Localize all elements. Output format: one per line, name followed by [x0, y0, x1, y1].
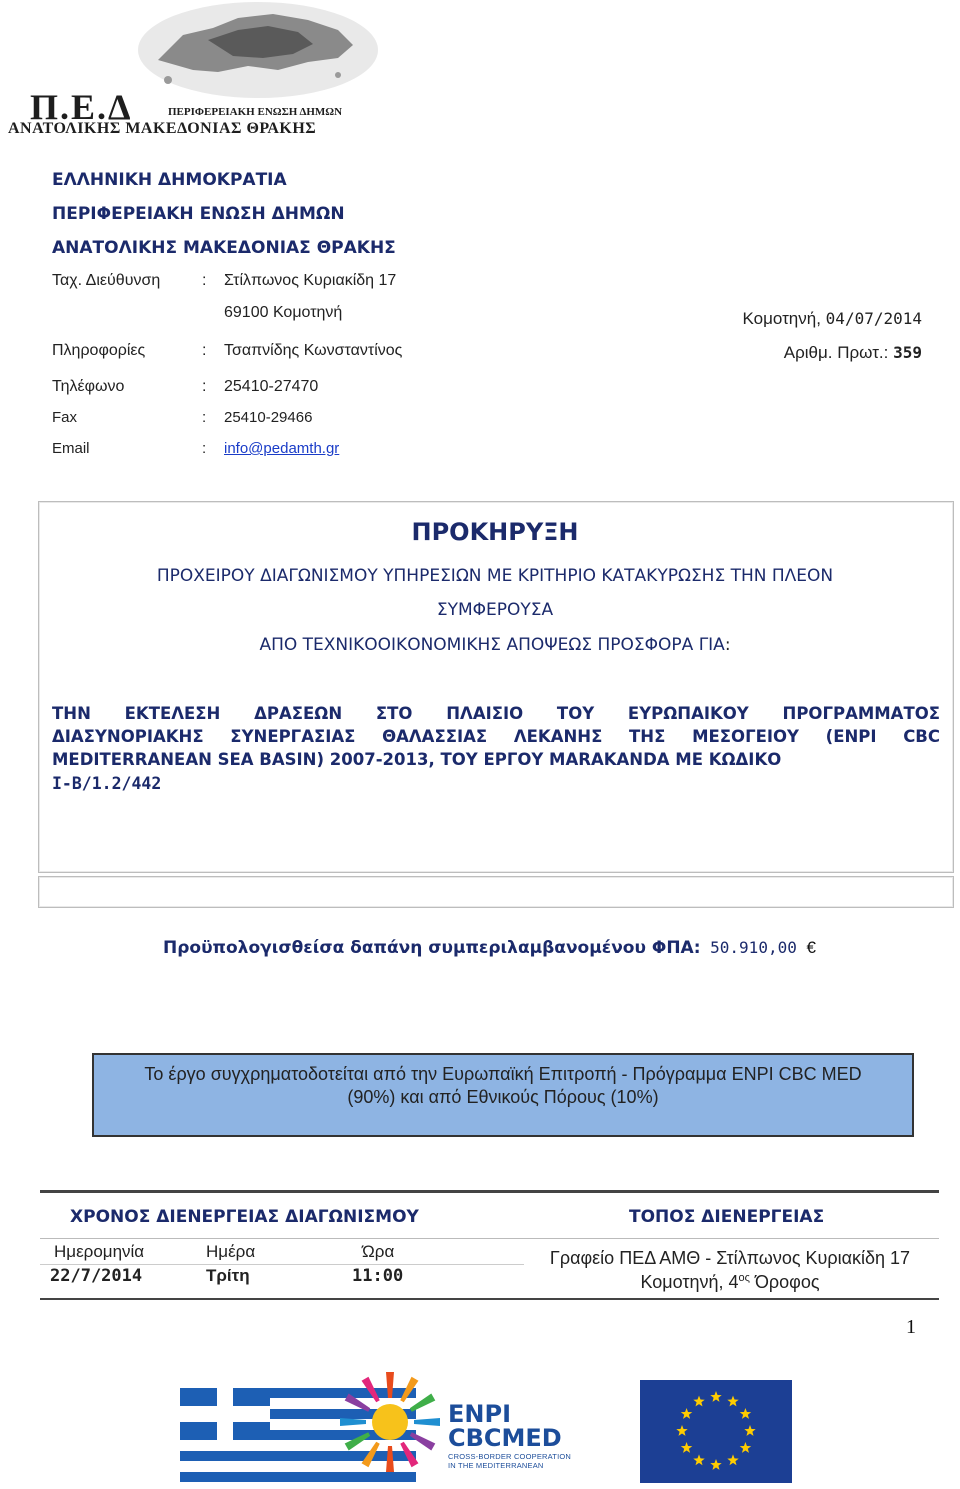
funding-line2: (90%) και από Εθνικούς Πόρους (10%)	[347, 1087, 659, 1107]
schedule-date-value: 22/7/2014	[50, 1266, 143, 1286]
fax-value: 25410-29466	[224, 409, 313, 426]
eu-star-icon	[740, 1408, 752, 1419]
eu-star-icon	[744, 1425, 755, 1436]
enpi-cbcmed-logo	[446, 1400, 606, 1472]
logo-brand-line2: ΑΝΑΤΟΛΙΚΗΣ ΜΑΚΕΔΟΝΙΑΣ ΘΡΑΚΗΣ	[8, 120, 317, 137]
enpi-word: ENPI	[448, 1400, 511, 1428]
protocol-prefix: Αριθμ. Πρωτ.:	[783, 343, 894, 362]
email-label: Email	[52, 440, 90, 457]
enpi-tagline1: CROSS-BORDER COOPERATION	[448, 1452, 572, 1461]
column-time-header: Ώρα	[362, 1242, 395, 1261]
colon: :	[202, 440, 207, 457]
phone-label: Τηλέφωνο	[52, 378, 125, 395]
logo-brand-short: Π.Ε.Δ	[30, 87, 133, 127]
place-date-prefix: Κομοτηνή,	[742, 309, 826, 328]
eu-star-icon	[693, 1454, 704, 1465]
info-value: Τσαπνίδης Κωνσταντίνος	[224, 342, 403, 359]
schedule-top-rule	[40, 1190, 939, 1193]
place-line2-sup: ος	[738, 1272, 750, 1284]
header-region: ΑΝΑΤΟΛΙΚΗΣ ΜΑΚΕΔΟΝΙΑΣ ΘΡΑΚΗΣ	[52, 238, 396, 258]
notice-body-line3	[52, 750, 781, 769]
colon: :	[202, 342, 207, 359]
schedule-bottom-rule	[40, 1298, 939, 1300]
protocol-value: 359	[893, 343, 922, 362]
budget-line	[163, 937, 816, 958]
schedule-place-header: ΤΟΠΟΣ ΔΙΕΝΕΡΓΕΙΑΣ	[629, 1207, 825, 1227]
header-country: ΕΛΛΗΝΙΚΗ ΔΗΜΟΚΡΑΤΙΑ	[52, 170, 287, 190]
column-day-header: Ημέρα	[206, 1242, 256, 1261]
notice-body-line2: ΔΙΑΣΥΝΟΡΙΑΚΗΣ ΣΥΝΕΡΓΑΣΙΑΣ ΘΑΛΑΣΣΙΑΣ ΛΕΚΑΝΗΣ ΤΗΣ ΜΕΣΟΓΕΙΟΥ (ENPI CBC	[52, 727, 940, 746]
notice-box	[38, 501, 954, 873]
page-number: 1	[906, 1316, 916, 1338]
notice-subtitle-line2: ΣΥΜΦΕΡΟΥΣΑ	[436, 600, 554, 620]
eu-flag-icon	[640, 1380, 792, 1483]
place-line2-a: Κομοτηνή, 4	[640, 1272, 739, 1292]
body-line3-part-b: ΤΟΥ ΕΡΓΟΥ MARAKANDA ΜΕ ΚΩΔΙΚΟ	[434, 750, 782, 769]
schedule-time-value: 11:00	[352, 1266, 404, 1286]
eu-star-icon	[710, 1459, 721, 1470]
cbcmed-word: CBCMED	[448, 1424, 562, 1452]
schedule-subheader-divider	[40, 1264, 524, 1265]
schedule-day-value: Τρίτη	[206, 1266, 250, 1285]
colon: :	[202, 409, 207, 426]
phone-value: 25410-27470	[224, 378, 319, 395]
address-value: Στίλπωνος Κυριακίδη 17	[224, 272, 397, 289]
notice-body-line4: I-B/1.2/442	[52, 774, 162, 793]
eu-star-icon	[681, 1408, 693, 1419]
colon: :	[202, 272, 207, 289]
document-date	[743, 309, 923, 329]
logo-brand-line1: ΠΕΡΙΦΕΡΕΙΑΚΗ ΕΝΩΣΗ ΔΗΜΩΝ	[168, 106, 343, 118]
notice-title: ΠΡΟΚΗΡΥΞΗ	[411, 518, 579, 546]
eu-star-icon	[710, 1391, 721, 1402]
budget-amount: 50.910,00	[700, 938, 807, 957]
colon: :	[202, 378, 207, 395]
eu-star-icon	[676, 1425, 687, 1436]
place-line2-b: Όροφος	[749, 1272, 820, 1292]
date-value: 04/07/2014	[825, 309, 922, 328]
currency-euro: €	[806, 938, 816, 957]
column-date-header: Ημερομηνία	[54, 1242, 145, 1261]
header-organization: ΠΕΡΙΦΕΡΕΙΑΚΗ ΕΝΩΣΗ ΔΗΜΩΝ	[52, 204, 345, 224]
notice-body-line1: ΤΗΝ ΕΚΤΕΛΕΣΗ ΔΡΑΣΕΩΝ ΣΤΟ ΠΛΑΙΣΙΟ ΤΟΥ ΕΥΡΩΠΑΙΚΟΥ ΠΡΟΓΡΑΜΜΑΤΟΣ	[52, 704, 940, 723]
address-city: 69100 Κομοτηνή	[224, 304, 343, 321]
info-label: Πληροφορίες	[52, 342, 146, 359]
eu-star-icon	[740, 1442, 752, 1453]
organization-logo	[8, 0, 418, 140]
notice-box-empty-row	[38, 876, 954, 908]
schedule-place-line2	[530, 1272, 930, 1293]
schedule-header-divider	[40, 1238, 939, 1239]
fax-label: Fax	[52, 409, 78, 426]
notice-subtitle-line1: ΠΡΟΧΕΙΡΟΥ ΔΙΑΓΩΝΙΣΜΟΥ ΥΠΗΡΕΣΙΩΝ ΜΕ ΚΡΙΤΗΡΙΟ ΚΑΤΑΚΥΡΩΣΗΣ ΤΗΝ ΠΛΕΟΝ	[156, 566, 834, 586]
body-line3-part-a: MEDITERRANEAN SEA BASIN) 2007-2013,	[52, 750, 435, 769]
eu-star-icon	[727, 1396, 738, 1407]
funding-line1: Το έργο συγχρηματοδοτείται από την Ευρωπαϊκή Επιτροπή - Πρόγραμμα ENPI CBC MED	[144, 1064, 862, 1084]
protocol-number	[784, 343, 922, 363]
notice-subtitle-line3	[38, 635, 952, 655]
eu-star-icon	[693, 1396, 704, 1407]
eu-star-icon	[681, 1442, 693, 1453]
schedule-place-line1: Γραφείο ΠΕΔ ΑΜΘ - Στίλπωνος Κυριακίδη 17	[549, 1248, 911, 1268]
subtitle-line3-text: ΑΠΟ ΤΕΧΝΙΚΟΟΙΚΟΝΟΜΙΚΗΣ ΑΠΟΨΕΩΣ ΠΡΟΣΦΟΡΑ ΓΙΑ	[259, 635, 725, 655]
schedule-time-header: ΧΡΟΝΟΣ ΔΙΕΝΕΡΓΕΙΑΣ ΔΙΑΓΩΝΙΣΜΟΥ	[70, 1207, 419, 1227]
address-label: Ταχ. Διεύθυνση	[52, 272, 161, 289]
budget-label: Προϋπολογισθείσα δαπάνη συμπεριλαμβανομένου ΦΠΑ:	[163, 938, 701, 958]
funding-notice-box	[92, 1053, 914, 1137]
enpi-tagline2: IN THE MEDITERRANEAN	[448, 1461, 544, 1470]
eu-star-icon	[727, 1454, 738, 1465]
email-link[interactable]: info@pedamth.gr	[224, 440, 340, 457]
subtitle-line3-colon: :	[724, 635, 731, 655]
program-sun-emblem-icon	[330, 1366, 450, 1478]
